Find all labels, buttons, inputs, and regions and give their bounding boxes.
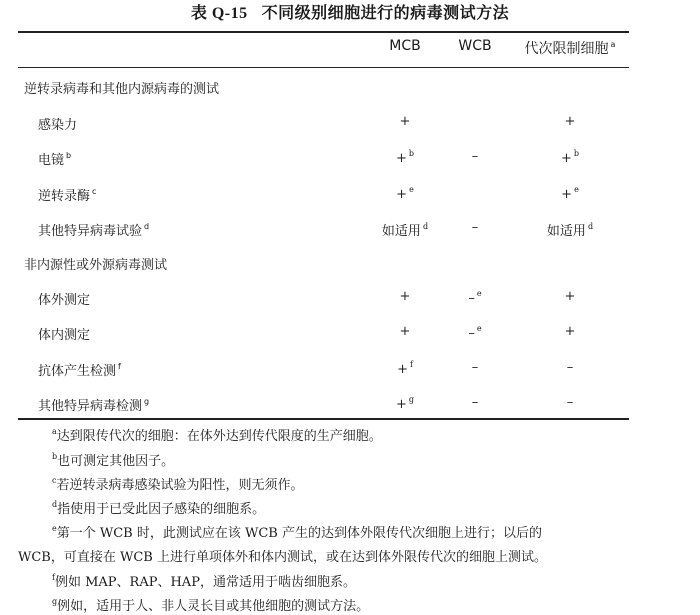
- row-label: [38, 114, 77, 133]
- cell-mcb-value: +: [399, 289, 411, 304]
- footnote-mark: e: [52, 524, 57, 533]
- footnote-mark: b: [52, 452, 58, 461]
- header-mcb: MCB: [389, 38, 421, 54]
- row-label: [38, 395, 149, 414]
- footnote: [50, 425, 382, 444]
- section-heading: 非内源性或外源病毒测试: [24, 258, 168, 273]
- row-label-text: 体外测定: [38, 293, 91, 308]
- cell-mcb-value: +: [397, 362, 408, 377]
- cell-limit-value: +: [564, 114, 576, 129]
- cell-mcb: [360, 114, 450, 129]
- footnote-text: 达到限传代次的细胞：在体外达到传代限度的生产细胞。: [56, 429, 382, 444]
- cell-limit: [525, 220, 615, 239]
- cell-mcb-value: +: [395, 151, 407, 166]
- row-label-sup: b: [66, 151, 72, 160]
- cell-wcb: [430, 149, 520, 164]
- cell-wcb: [430, 324, 520, 341]
- table-title-text: 不同级别细胞进行的病毒测试方法: [261, 3, 510, 22]
- cell-mcb-sup: d: [422, 222, 429, 231]
- cell-limit-sup: d: [587, 222, 594, 231]
- cell-wcb: [430, 360, 520, 375]
- cell-wcb-value: –: [471, 149, 479, 164]
- row-label-text: 电镜: [38, 153, 65, 168]
- table-number: 表 Q-15: [190, 5, 248, 22]
- cell-wcb-value: –: [471, 360, 479, 375]
- cell-mcb-sup: e: [409, 185, 414, 194]
- footnote: [50, 474, 304, 493]
- cell-limit-value: +: [561, 187, 573, 202]
- footnote-mark: g: [52, 597, 58, 606]
- cell-limit: [525, 360, 615, 375]
- header-wcb: WCB: [458, 38, 492, 54]
- footnote-text: 例如 MAP、RAP、HAP，通常适用于啮齿细胞系。: [54, 575, 356, 590]
- section-heading: 逆转录病毒和其他内源病毒的测试: [24, 82, 220, 97]
- cell-limit-value: +: [560, 151, 572, 166]
- top-rule: [18, 31, 629, 33]
- row-label: [38, 324, 90, 343]
- row-label: [38, 149, 71, 168]
- row-label-sup: c: [92, 187, 97, 196]
- cell-mcb-value: +: [395, 397, 407, 412]
- cell-mcb-value: +: [399, 114, 411, 129]
- cell-wcb: [430, 289, 520, 306]
- header-rule: [18, 67, 629, 68]
- cell-limit-value: 如适用: [546, 224, 586, 239]
- footnote-text: 若逆转录病毒感染试验为阳性，则无须作。: [56, 478, 304, 493]
- footnote: [50, 595, 369, 614]
- header-limit: [510, 38, 630, 58]
- footnote: [50, 450, 174, 469]
- cell-limit: [525, 395, 615, 410]
- row-label-text: 抗体产生检测: [38, 364, 117, 379]
- cell-mcb-value: +: [396, 187, 408, 202]
- header-limit-label: 代次限制细胞: [524, 41, 609, 57]
- footnote-text: 第一个 WCB 时，此测试应在该 WCB 产生的达到体外限传代次细胞上进行；以后的: [56, 526, 542, 541]
- cell-mcb-sup: b: [408, 149, 415, 158]
- row-label-sup: f: [118, 362, 121, 371]
- cell-limit: [525, 185, 615, 202]
- row-label-sup: d: [144, 222, 150, 231]
- cell-mcb-sup: f: [409, 360, 413, 369]
- cell-limit: [525, 149, 615, 166]
- footnote-mark: a: [52, 427, 57, 436]
- cell-limit-sup: e: [574, 185, 579, 194]
- cell-wcb: [430, 220, 520, 235]
- cell-limit-value: –: [566, 360, 574, 375]
- cell-limit-value: +: [564, 289, 576, 304]
- row-label: [38, 289, 90, 308]
- row-label: [38, 220, 149, 239]
- cell-wcb-value: –: [468, 326, 475, 341]
- cell-wcb-value: –: [471, 220, 479, 235]
- cell-limit: [525, 114, 615, 129]
- row-label-text: 逆转录酶: [38, 189, 91, 204]
- table-title: [0, 0, 700, 23]
- cell-wcb-sup: e: [476, 324, 482, 333]
- cell-limit-value: +: [564, 324, 576, 339]
- row-label-text: 体内测定: [38, 328, 91, 343]
- footnote-text: 指使用于已受此因子感染的细胞系。: [57, 502, 266, 517]
- footnote-text: 也可测定其他因子。: [57, 454, 175, 469]
- header-limit-sup: a: [610, 40, 616, 49]
- cell-mcb: [360, 185, 450, 202]
- cell-mcb-value: 如适用: [381, 224, 421, 239]
- footnote: [50, 522, 542, 541]
- row-label-text: 其他特异病毒检测: [38, 399, 143, 414]
- footnote: [50, 571, 356, 590]
- cell-wcb-sup: e: [476, 289, 482, 298]
- row-label: [38, 185, 96, 204]
- footnote-mark: f: [52, 573, 55, 582]
- cell-wcb: [430, 395, 520, 410]
- cell-limit-sup: b: [573, 149, 580, 158]
- cell-limit: [525, 289, 615, 304]
- row-label: [38, 360, 121, 379]
- cell-limit: [525, 324, 615, 339]
- cell-wcb-value: –: [471, 395, 479, 410]
- footnote: [50, 498, 265, 517]
- bottom-rule: [18, 418, 629, 420]
- cell-wcb-value: –: [468, 291, 475, 306]
- footnote-mark: c: [52, 476, 57, 485]
- footnote-mark: d: [52, 500, 58, 509]
- cell-mcb-sup: g: [408, 395, 415, 404]
- cell-limit-value: –: [566, 395, 574, 410]
- footnote-text: 例如，适用于人、非人灵长目或其他细胞的测试方法。: [57, 599, 370, 614]
- row-label-text: 感染力: [38, 118, 78, 133]
- footnote-continuation: WCB，可直接在 WCB 上进行单项体外和体内测试，或在达到体外限传代次的细胞上测试。: [18, 550, 547, 565]
- row-label-text: 其他特异病毒试验: [38, 224, 143, 239]
- cell-mcb-value: +: [399, 324, 411, 339]
- row-label-sup: g: [144, 397, 150, 406]
